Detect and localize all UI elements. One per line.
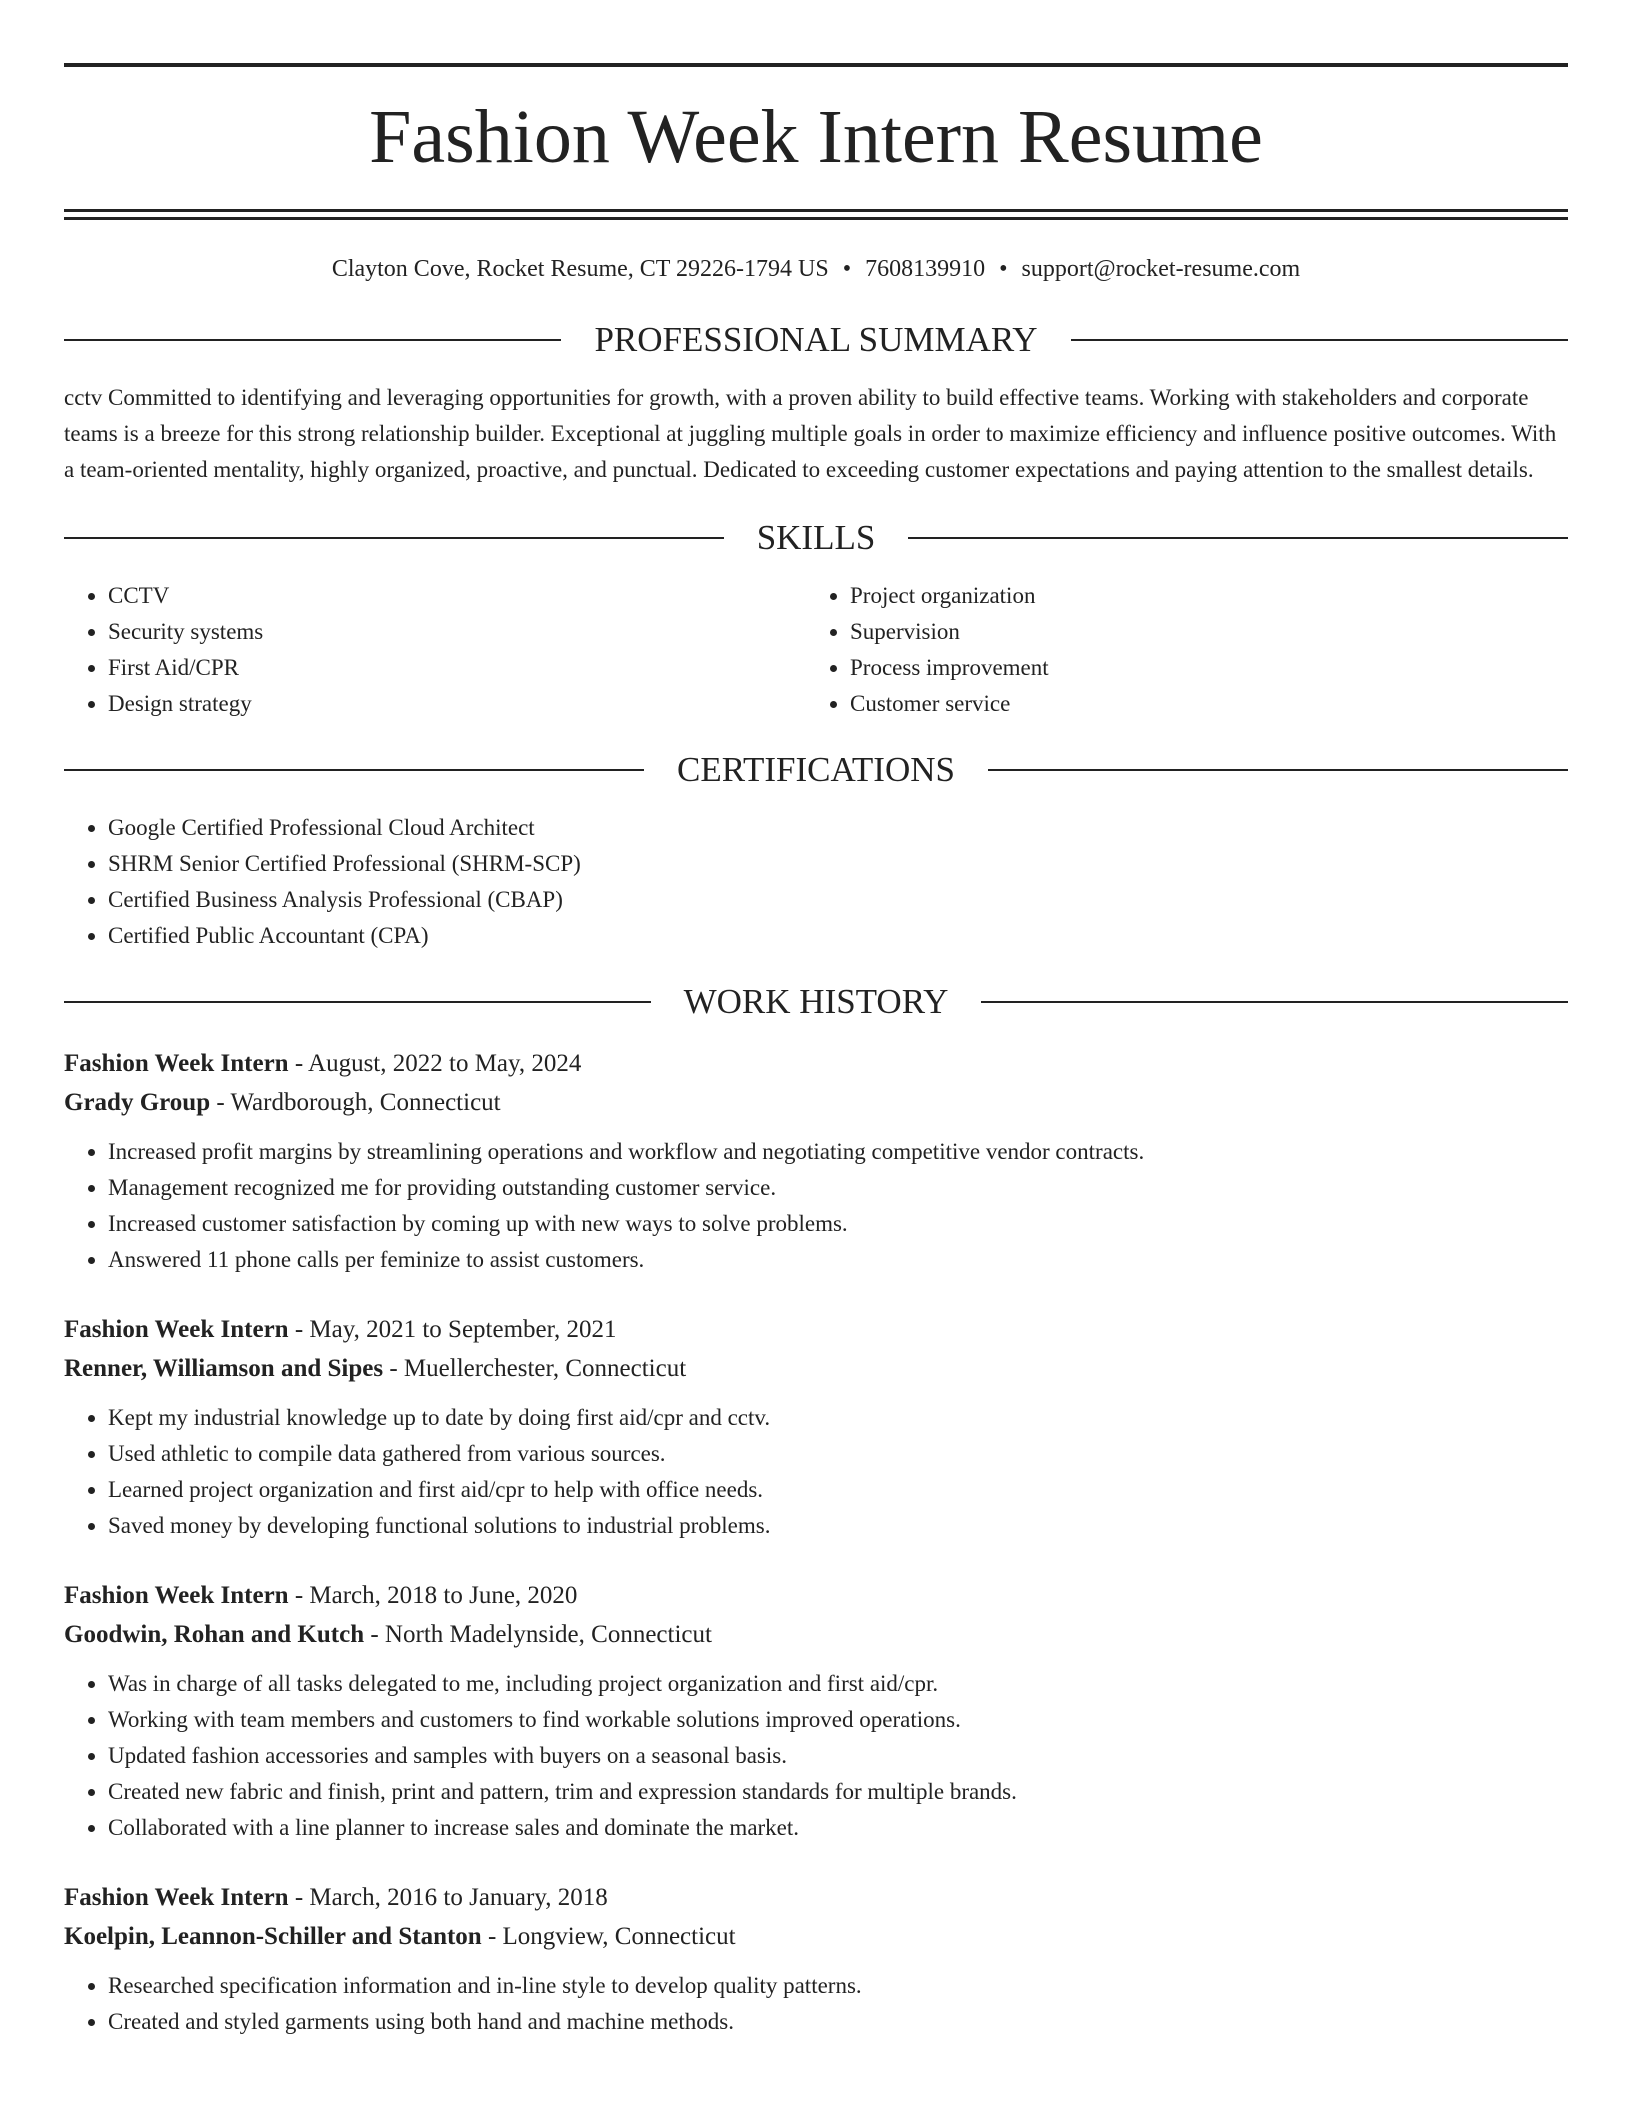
job-location: - Wardborough, Connecticut [210,1089,501,1116]
job-role: Fashion Week Intern [64,1050,289,1077]
job-company-line [64,1917,1568,1956]
skill-item: • Security systems [108,614,806,650]
section-heading-work-history [64,982,1568,1022]
job-bullet: • Increased customer satisfaction by coming up with new ways to solve problems. [108,1206,1568,1242]
skills-list-right [806,578,1548,722]
job-bullet: • Kept my industrial knowledge up to date by doing first aid/cpr and cctv. [108,1400,1568,1436]
section-heading-skills [64,518,1568,558]
job-bullet: • Answered 11 phone calls per feminize to assist customers. [108,1242,1568,1278]
skill-item: • Design strategy [108,686,806,722]
heading-rule-left [64,537,724,539]
job-bullet-list [64,1400,1568,1544]
job-company-line [64,1615,1568,1654]
job-role-line [64,1576,1568,1615]
job-bullet: • Learned project organization and first aid/cpr to help with office needs. [108,1472,1568,1508]
job-location: - Muellerchester, Connecticut [383,1355,687,1382]
job-role: Fashion Week Intern [64,1884,289,1911]
job-role: Fashion Week Intern [64,1316,289,1343]
resume-title: Fashion Week Intern Resume [369,95,1263,179]
contact-email: support@rocket-resume.com [1021,256,1301,282]
header-double-rule [64,209,1568,220]
job-entry [64,1878,1568,2040]
job-company-line [64,1349,1568,1388]
certification-item: • Certified Business Analysis Professional (CBAP) [108,882,1568,918]
certifications-list [64,810,1568,954]
job-dates: - August, 2022 to May, 2024 [288,1050,582,1077]
job-company: Grady Group [64,1089,211,1116]
job-location: - Longview, Connecticut [481,1923,736,1950]
section-title: SKILLS [756,518,876,557]
section-heading-certifications [64,750,1568,790]
section-title: WORK HISTORY [683,982,949,1021]
job-bullet: • Researched specification information and in-line style to develop quality patterns. [108,1968,1568,2004]
job-role: Fashion Week Intern [64,1582,289,1609]
contact-phone: 7608139910 [865,256,986,282]
job-role-line [64,1878,1568,1917]
skills-column-left [64,578,806,722]
job-bullet: • Created new fabric and finish, print and pattern, trim and expression standards for multiple brands. [108,1774,1568,1810]
job-company: Goodwin, Rohan and Kutch [64,1621,365,1648]
skills-list-left [64,578,806,722]
job-bullet-list [64,1134,1568,1278]
job-entry [64,1576,1568,1846]
heading-rule-right [981,1001,1568,1003]
section-heading-summary [64,320,1568,360]
skill-item: • Supervision [850,614,1548,650]
summary-paragraph: cctv Committed to identifying and leveraging opportunities for growth, with a proven ability to build effective teams. Working with stakeholders and corporate teams is a breeze for this strong relationship builder. Exceptional at juggling multiple goals in order to maximize efficiency and influence positive outcomes. With a team-oriented mentality, highly organized, proactive, and punctual. Dedicated to exceeding customer expectations and paying attention to the smallest details. [64,385,1557,482]
skill-item: • CCTV [108,578,806,614]
job-company-line [64,1083,1568,1122]
job-role-line [64,1310,1568,1349]
job-bullet: • Collaborated with a line planner to increase sales and dominate the market. [108,1810,1568,1846]
skill-item: • Customer service [850,686,1548,722]
heading-rule-left [64,1001,651,1003]
resume-page [64,0,1568,2040]
job-bullet: • Saved money by developing functional solutions to industrial problems. [108,1508,1568,1544]
skill-item: • Project organization [850,578,1548,614]
certification-item: • SHRM Senior Certified Professional (SHRM-SCP) [108,846,1568,882]
job-dates: - March, 2016 to January, 2018 [288,1884,608,1911]
job-entry [64,1044,1568,1278]
heading-rule-left [64,769,644,771]
heading-rule-right [988,769,1568,771]
heading-rule-right [1071,339,1568,341]
heading-rule-right [908,537,1568,539]
contact-separator: • [999,256,1008,282]
skill-item: • Process improvement [850,650,1548,686]
contact-address: Clayton Cove, Rocket Resume, CT 29226-1794 US [331,256,829,282]
skills-column-right [806,578,1548,722]
job-bullet: • Working with team members and customers to find workable solutions improved operations. [108,1702,1568,1738]
job-company: Renner, Williamson and Sipes [64,1355,384,1382]
skills-grid [64,578,1568,722]
job-bullet: • Management recognized me for providing outstanding customer service. [108,1170,1568,1206]
header-top-rule [64,63,1568,67]
section-title: PROFESSIONAL SUMMARY [594,320,1038,359]
certification-item: • Certified Public Accountant (CPA) [108,918,1568,954]
skill-item: • First Aid/CPR [108,650,806,686]
job-dates: - March, 2018 to June, 2020 [288,1582,578,1609]
job-bullet: • Updated fashion accessories and samples with buyers on a seasonal basis. [108,1738,1568,1774]
job-dates: - May, 2021 to September, 2021 [288,1316,617,1343]
contact-separator: • [842,256,852,282]
job-role-line [64,1044,1568,1083]
job-bullet: • Created and styled garments using both hand and machine methods. [108,2004,1568,2040]
job-bullet: • Increased profit margins by streamlining operations and workflow and negotiating competitive vendor contracts. [108,1134,1568,1170]
section-title: CERTIFICATIONS [677,750,955,789]
heading-rule-left [64,339,561,341]
job-entry [64,1310,1568,1544]
contact-line [64,254,1568,284]
job-company: Koelpin, Leannon-Schiller and Stanton [64,1923,482,1950]
job-bullet: • Used athletic to compile data gathered from various sources. [108,1436,1568,1472]
job-location: - North Madelynside, Connecticut [364,1621,712,1648]
job-bullet-list [64,1666,1568,1846]
job-bullet-list [64,1968,1568,2040]
certification-item: • Google Certified Professional Cloud Architect [108,810,1568,846]
job-bullet: • Was in charge of all tasks delegated to me, including project organization and first aid/cpr. [108,1666,1568,1702]
